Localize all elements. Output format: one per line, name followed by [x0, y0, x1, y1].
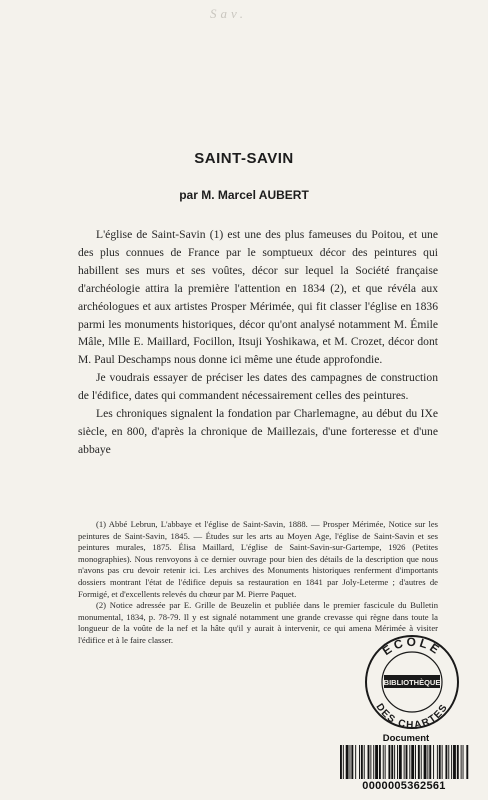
footnote-2: (2) Notice adressée par E. Grille de Beuzelin et publiée dans le premier fascicule du Bulletin monumental, 1834, p. 78-79. Il y est signalé notamment une grande crevasse qui règne dans toute la longueur de la voûte de la nef et la hâte qu'il y aurait à intervenir, ce qui amena Mérimée à visiter l'édifice et à le faire classer. [78, 600, 438, 645]
body-text [78, 226, 438, 459]
paragraph-3: Les chroniques signalent la fondation par Charlemagne, au début du IXe siècle, en 800, d'après la chronique de Maillezais, d'une forteresse et d'une abbaye [78, 407, 438, 456]
stamp-text-middle: BIBLIOTHÈQUE [383, 678, 441, 687]
pencil-annotation: Sav. [210, 6, 248, 21]
barcode-icon [338, 745, 470, 779]
library-stamp-icon [360, 628, 464, 732]
paragraph-1: L'église de Saint-Savin (1) est une des plus fameuses du Poitou, et une des plus connues de France par le somptueux décor des peintures qui habillent ses murs et ses voûtes, décor sur lequel la Société française d'archéologie attira la première l'attention en 1834 (2), et que révéla aux archéologues et aux artistes Prosper Mérimée, qui fit classer l'église en 1836 parmi les monuments historiques, décor qu'ont analysé notamment M. Émile Mâle, Mlle E. Maillard, Focillon, Itsuji Yoshikawa, et M. Crozet, décor dont M. Paul Deschamps nous donne ici même une étude approfondie. [78, 228, 438, 367]
paragraph-2: Je voudrais essayer de préciser les dates des campagnes de construction de l'édifice, dates qui commandent nécessairement celles des peintures. [78, 371, 438, 403]
svg-text:ÉCOLE [379, 635, 444, 658]
svg-text:DES CHARTES [374, 702, 451, 731]
stamp-text-bottom: DES CHARTES [373, 701, 451, 732]
article-byline: par M. Marcel AUBERT [179, 188, 309, 202]
barcode-label: Document [382, 733, 430, 744]
barcode-number: 0000005362561 [362, 780, 446, 792]
stamp-text-top: ÉCOLE [379, 634, 445, 659]
footnote-1: (1) Abbé Lebrun, L'abbaye et l'église de Saint-Savin, 1888. — Prosper Mérimée, Notice sur les peintures de Saint-Savin, 1845. — Études sur les arts au Moyen Age, l'église de Saint-Savin et ses peintures murales, 1875. Élisa Maillard, L'église de Saint-Savin-sur-Gartempe, 1926 (Petites monographies). Nous renvoyons à ce dernier ouvrage pour bien des détails de la description que nous n'avons pas cru devoir retenir ici. Les archives des Monuments historiques renferment d'importants dossiers montrant l'état de l'édifice depuis sa restauration en 1841 par Joly-Leterme ; d'autres de Formigé, et d'excellents relevés du chœur par M. Pierre Paquet. [78, 519, 438, 599]
article-title: SAINT-SAVIN [194, 150, 294, 167]
